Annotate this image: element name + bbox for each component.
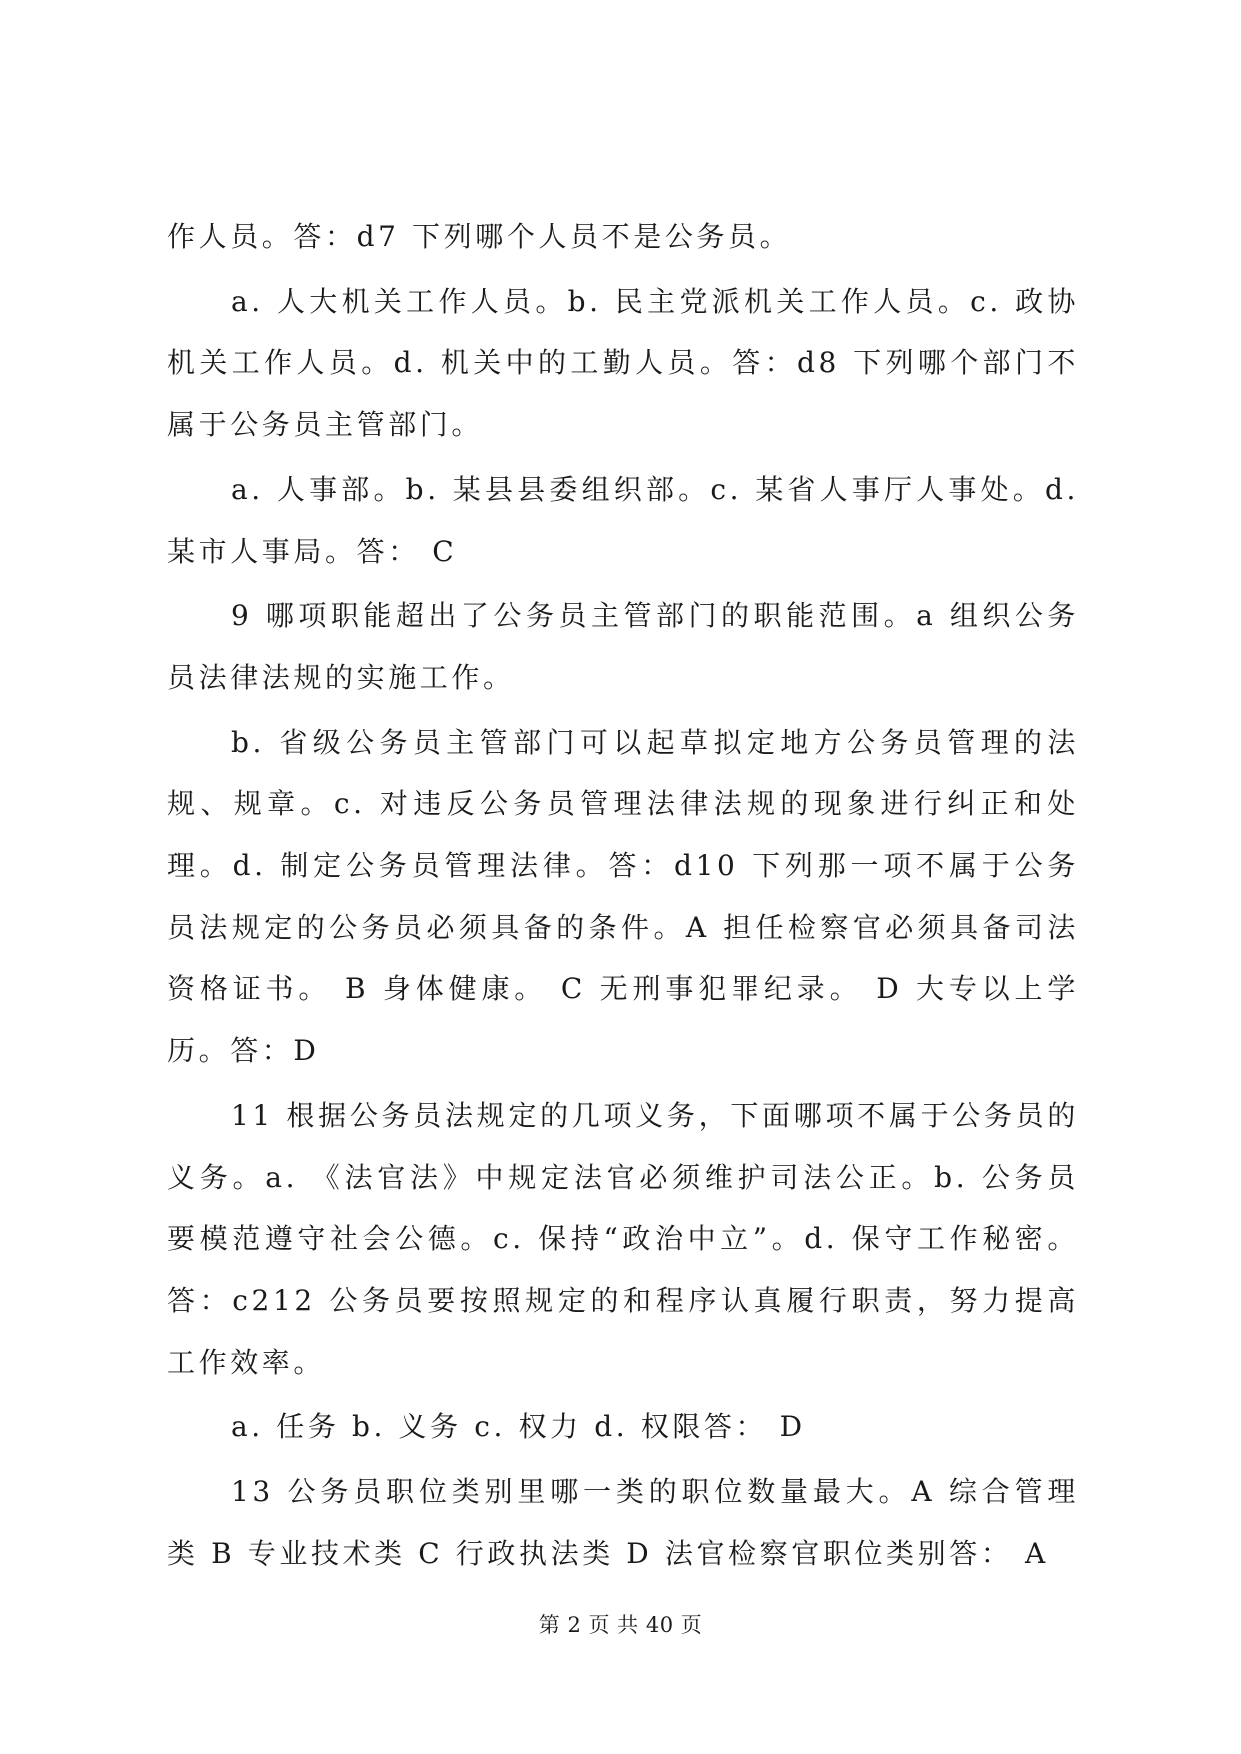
paragraph: 9 哪项职能超出了公务员主管部门的职能范围。a 组织公务员法律法规的实施工作。 — [167, 599, 1079, 694]
paragraph: a. 人事部。b. 某县县委组织部。c. 某省人事厅人事处。d. 某市人事局。答： C — [167, 472, 1079, 568]
paragraph: 11 根据公务员法规定的几项义务，下面哪项不属于公务员的义务。a. 《法官法》中规定法官必须维护司法公正。b. 公务员要模范遵守社会公德。c. 保持“政治中立”。d. 保守工作秘密。答：c212 公务员要按照规定的和程序认真履行职责，努力提高工作效率。 — [167, 1098, 1079, 1379]
paragraph: a. 任务 b. 义务 c. 权力 d. 权限答： D — [231, 1410, 806, 1444]
paragraph: 13 公务员职位类别里哪一类的职位数量最大。A 综合管理类 B 专业技术类 C 行政执法类 D 法官检察官职位类别答： A — [167, 1475, 1079, 1570]
page-number-footer: 第 2 页 共 40 页 — [538, 1613, 703, 1637]
document-body — [167, 206, 1079, 1587]
paragraph: a. 人大机关工作人员。b. 民主党派机关工作人员。c. 政协机关工作人员。d. 机关中的工勤人员。答：d8 下列哪个部门不属于公务员主管部门。 — [167, 284, 1079, 442]
paragraph: b. 省级公务员主管部门可以起草拟定地方公务员管理的法规、规章。c. 对违反公务员管理法律法规的现象进行纠正和处理。d. 制定公务员管理法律。答：d10 下列那一项不属于公务员法规定的公务员必须具备的条件。A 担任检察官必须具备司法资格证书。 B 身体健康。 C 无刑事犯罪纪录。 D 大专以上学历。答：D — [167, 725, 1079, 1068]
paragraph: 作人员。答：d7 下列哪个人员不是公务员。 — [167, 220, 792, 253]
